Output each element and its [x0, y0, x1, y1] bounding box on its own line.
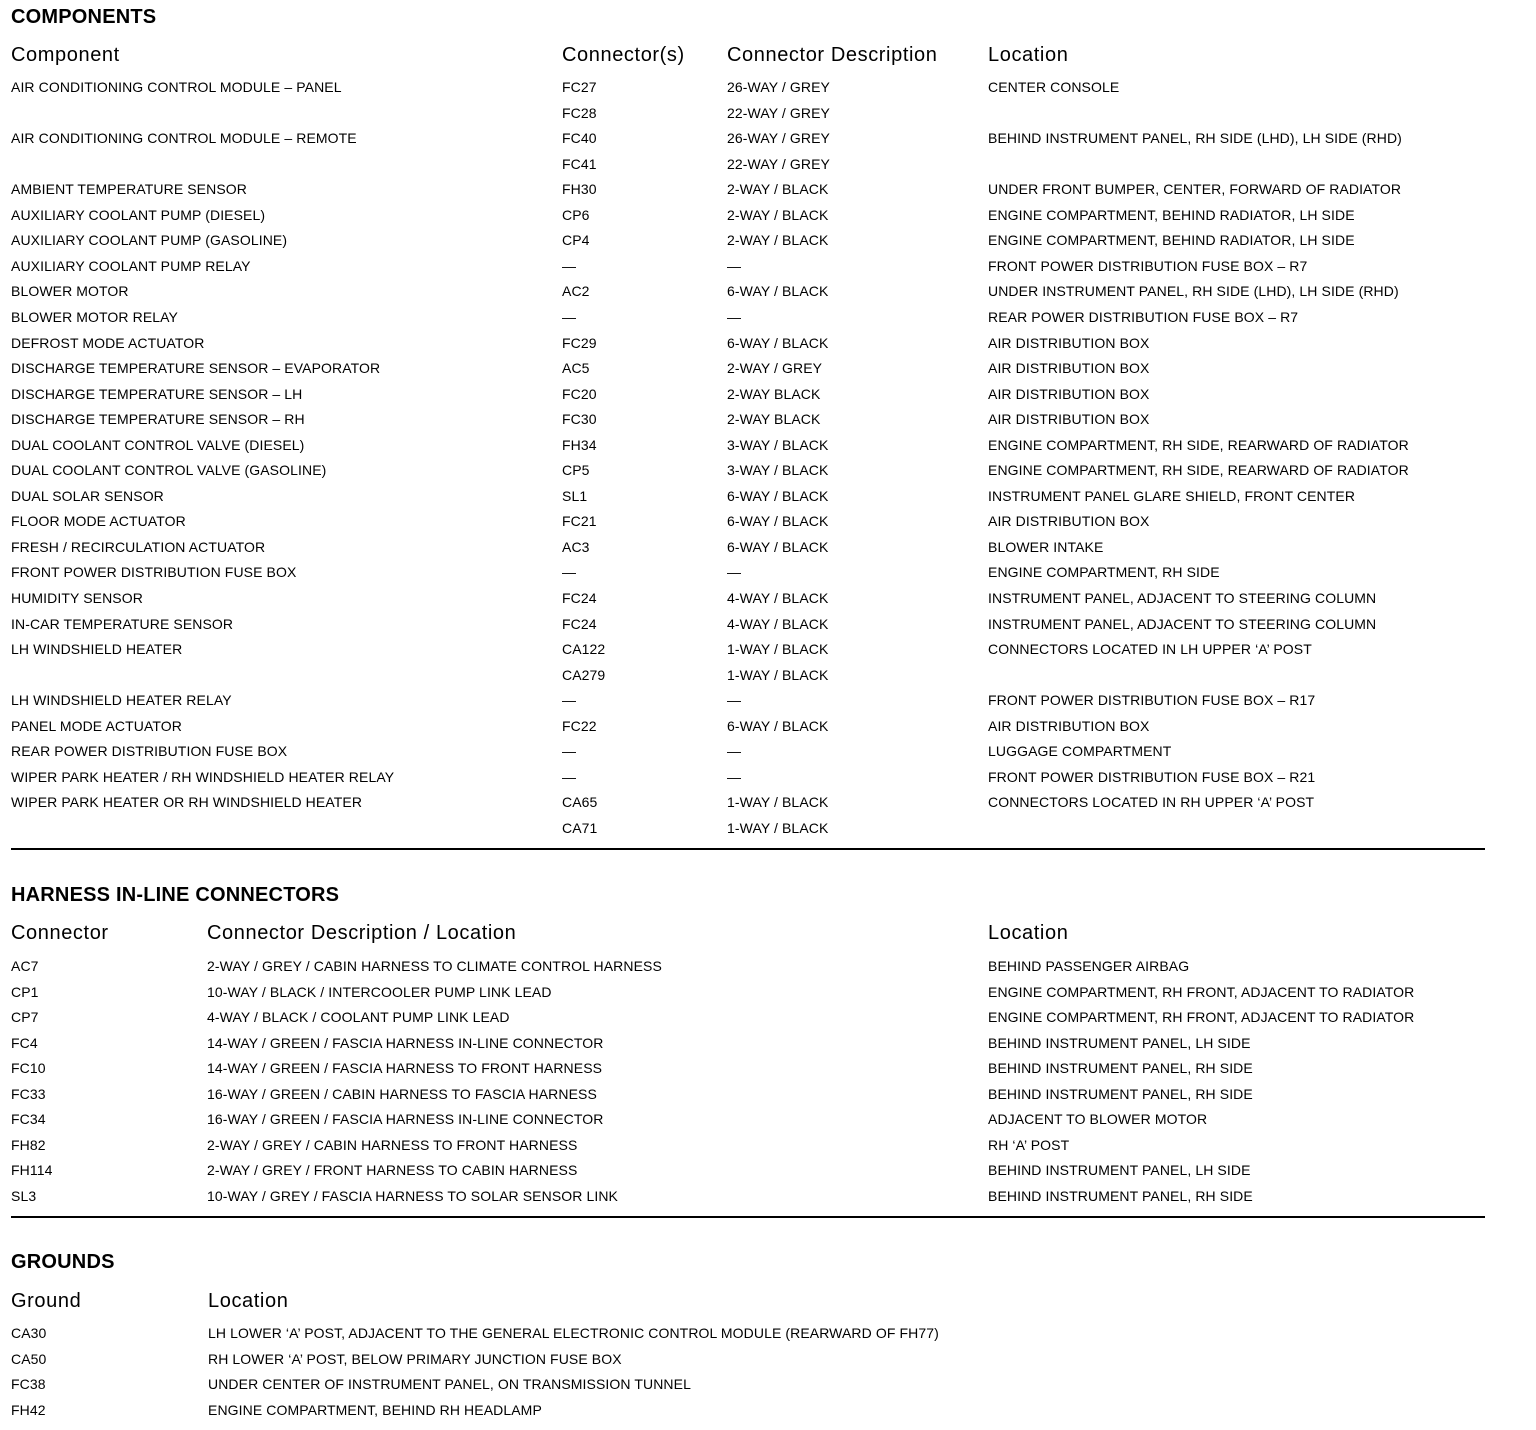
component-location: FRONT POWER DISTRIBUTION FUSE BOX – R17 [988, 692, 1316, 709]
component-name: AIR CONDITIONING CONTROL MODULE – REMOTE [11, 130, 357, 147]
component-location: REAR POWER DISTRIBUTION FUSE BOX – R7 [988, 308, 1299, 325]
component-name: WIPER PARK HEATER OR RH WINDSHIELD HEATER [11, 794, 363, 811]
component-location: FRONT POWER DISTRIBUTION FUSE BOX – R7 [988, 257, 1308, 274]
ground-location: LH LOWER ‘A’ POST, ADJACENT TO THE GENERAL ELECTRONIC CONTROL MODULE (REARWARD OF FH77) [208, 1325, 939, 1341]
connector-description: — [727, 743, 742, 760]
harness-header-location: Location [988, 922, 1069, 944]
table-row [11, 667, 1485, 692]
components-header-connectors: Connector(s) [562, 44, 685, 66]
table-row [11, 1402, 1485, 1427]
connector-id: AC7 [11, 958, 39, 974]
connector-location: BEHIND INSTRUMENT PANEL, LH SIDE [988, 1162, 1251, 1179]
connector-id: — [562, 564, 577, 581]
component-location: CONNECTORS LOCATED IN RH UPPER ‘A’ POST [988, 794, 1315, 811]
table-row [11, 232, 1485, 257]
connector-id: FC28 [562, 104, 597, 121]
table-row [11, 386, 1485, 411]
grounds-header-ground: Ground [11, 1290, 82, 1312]
connector-description: 2-WAY / GREY / FRONT HARNESS TO CABIN HARNESS [207, 1162, 578, 1179]
table-row [11, 309, 1485, 334]
table-row [11, 564, 1485, 589]
table-row [11, 1137, 1485, 1162]
component-name: DUAL SOLAR SENSOR [11, 487, 164, 504]
connector-description: — [727, 768, 742, 785]
connector-id: — [562, 743, 577, 760]
component-location: ENGINE COMPARTMENT, RH SIDE, REARWARD OF RADIATOR [988, 462, 1409, 479]
connector-description: 14-WAY / GREEN / FASCIA HARNESS IN-LINE CONNECTOR [207, 1034, 604, 1051]
table-row [11, 156, 1485, 181]
connector-description: 1-WAY / BLACK [727, 819, 829, 836]
connector-description: 16-WAY / GREEN / FASCIA HARNESS IN-LINE CONNECTOR [207, 1111, 604, 1128]
connector-description: 6-WAY / BLACK [727, 717, 829, 734]
connector-id: FH114 [11, 1162, 53, 1179]
component-name: DISCHARGE TEMPERATURE SENSOR – EVAPORATOR [11, 360, 381, 377]
connector-location: BEHIND INSTRUMENT PANEL, RH SIDE [988, 1060, 1253, 1077]
connector-description: 6-WAY / BLACK [727, 487, 829, 504]
ground-id: FC38 [11, 1376, 46, 1393]
connector-id: CA71 [562, 819, 598, 836]
components-header-component: Component [11, 44, 120, 66]
connector-description: 10-WAY / BLACK / INTERCOOLER PUMP LINK LEAD [207, 983, 552, 1000]
connector-id: FC22 [562, 717, 597, 734]
connector-description: 2-WAY / GREY / CABIN HARNESS TO FRONT HARNESS [207, 1136, 578, 1153]
component-name: WIPER PARK HEATER / RH WINDSHIELD HEATER RELAY [11, 768, 395, 785]
table-row [11, 1188, 1485, 1213]
component-name: AUXILIARY COOLANT PUMP (GASOLINE) [11, 232, 288, 249]
harness-header-description: Connector Description / Location [207, 922, 517, 944]
connector-id: FC30 [562, 411, 597, 428]
components-header-description: Connector Description [727, 44, 938, 66]
table-row [11, 207, 1485, 232]
connector-id: FC40 [562, 130, 597, 147]
connector-id: FC24 [562, 615, 597, 632]
table-row [11, 513, 1485, 538]
table-row [11, 1325, 1485, 1350]
component-name: BLOWER MOTOR RELAY [11, 308, 178, 325]
component-name: HUMIDITY SENSOR [11, 590, 143, 606]
component-name: FRONT POWER DISTRIBUTION FUSE BOX [11, 564, 297, 581]
table-row [11, 1060, 1485, 1085]
connector-description: 1-WAY / BLACK [727, 794, 829, 811]
connector-description: 6-WAY / BLACK [727, 538, 829, 555]
component-location: CENTER CONSOLE [988, 79, 1120, 95]
connector-description: 2-WAY BLACK [727, 411, 821, 428]
connector-description: — [727, 692, 742, 709]
connector-description: 26-WAY / GREY [727, 79, 830, 95]
table-row [11, 411, 1485, 436]
component-location: AIR DISTRIBUTION BOX [988, 385, 1150, 402]
table-row [11, 360, 1485, 385]
ground-location: RH LOWER ‘A’ POST, BELOW PRIMARY JUNCTION FUSE BOX [208, 1350, 622, 1367]
connector-id: FC20 [562, 385, 597, 402]
connector-description: 26-WAY / GREY [727, 130, 830, 147]
connector-description: 2-WAY / BLACK [727, 206, 829, 223]
component-location: ENGINE COMPARTMENT, BEHIND RADIATOR, LH SIDE [988, 206, 1355, 223]
table-row [11, 958, 1485, 983]
table-row [11, 488, 1485, 513]
ground-id: CA30 [11, 1325, 47, 1341]
connector-description: 2-WAY / GREY [727, 360, 823, 377]
component-name: REAR POWER DISTRIBUTION FUSE BOX [11, 743, 288, 760]
connector-id: AC5 [562, 360, 590, 377]
connector-id: — [562, 768, 577, 785]
component-location: FRONT POWER DISTRIBUTION FUSE BOX – R21 [988, 768, 1316, 785]
connector-id: CP6 [562, 206, 590, 223]
ground-location: ENGINE COMPARTMENT, BEHIND RH HEADLAMP [208, 1401, 542, 1418]
component-location: AIR DISTRIBUTION BOX [988, 717, 1150, 734]
table-row [11, 1351, 1485, 1376]
table-row [11, 820, 1485, 845]
connector-id: FC24 [562, 590, 597, 606]
table-row [11, 616, 1485, 641]
component-location: ENGINE COMPARTMENT, RH SIDE, REARWARD OF RADIATOR [988, 436, 1409, 453]
component-name: FRESH / RECIRCULATION ACTUATOR [11, 538, 266, 555]
connector-id: FC27 [562, 79, 597, 95]
component-name: AMBIENT TEMPERATURE SENSOR [11, 181, 247, 198]
ground-id: CA50 [11, 1350, 47, 1367]
component-name: IN-CAR TEMPERATURE SENSOR [11, 615, 234, 632]
table-row [11, 258, 1485, 283]
connector-id: SL1 [562, 487, 588, 504]
connector-id: CP7 [11, 1009, 39, 1026]
table-row [11, 692, 1485, 717]
component-name: DUAL COOLANT CONTROL VALVE (GASOLINE) [11, 462, 327, 479]
connector-location: ENGINE COMPARTMENT, RH FRONT, ADJACENT TO RADIATOR [988, 983, 1415, 1000]
table-row [11, 1035, 1485, 1060]
connector-description: 6-WAY / BLACK [727, 283, 829, 300]
connector-id: CA65 [562, 794, 598, 811]
table-row [11, 539, 1485, 564]
table-row [11, 1009, 1485, 1034]
connector-id: CP1 [11, 983, 39, 1000]
component-location: LUGGAGE COMPARTMENT [988, 743, 1172, 760]
component-name: FLOOR MODE ACTUATOR [11, 513, 186, 530]
component-name: AIR CONDITIONING CONTROL MODULE – PANEL [11, 79, 342, 95]
connector-description: 3-WAY / BLACK [727, 436, 829, 453]
component-name: AUXILIARY COOLANT PUMP RELAY [11, 257, 251, 274]
connector-id: FC41 [562, 155, 597, 172]
section-divider [11, 848, 1485, 850]
table-row [11, 1376, 1485, 1401]
connector-id: FC29 [562, 334, 597, 351]
component-name: LH WINDSHIELD HEATER [11, 641, 183, 658]
connector-id: SL3 [11, 1187, 37, 1204]
connector-id: CA122 [562, 641, 606, 658]
connector-id: — [562, 308, 577, 325]
grounds-title: GROUNDS [11, 1251, 115, 1273]
connector-id: FH34 [562, 436, 597, 453]
connector-id: FC10 [11, 1060, 46, 1077]
connector-description: 4-WAY / BLACK / COOLANT PUMP LINK LEAD [207, 1009, 510, 1026]
table-row [11, 462, 1485, 487]
component-name: DEFROST MODE ACTUATOR [11, 334, 205, 351]
component-name: BLOWER MOTOR [11, 283, 129, 300]
section-divider [11, 1216, 1485, 1218]
component-location: BEHIND INSTRUMENT PANEL, RH SIDE (LHD), LH SIDE (RHD) [988, 130, 1402, 147]
component-location: AIR DISTRIBUTION BOX [988, 360, 1150, 377]
component-location: ENGINE COMPARTMENT, BEHIND RADIATOR, LH SIDE [988, 232, 1355, 249]
component-name: PANEL MODE ACTUATOR [11, 717, 182, 734]
component-location: UNDER INSTRUMENT PANEL, RH SIDE (LHD), LH SIDE (RHD) [988, 283, 1399, 300]
component-location: AIR DISTRIBUTION BOX [988, 334, 1150, 351]
component-location: AIR DISTRIBUTION BOX [988, 411, 1150, 428]
connector-description: 6-WAY / BLACK [727, 334, 829, 351]
component-name: DISCHARGE TEMPERATURE SENSOR – RH [11, 411, 305, 428]
connector-location: RH ‘A’ POST [988, 1136, 1070, 1153]
connector-location: BEHIND INSTRUMENT PANEL, RH SIDE [988, 1187, 1253, 1204]
connector-id: FC21 [562, 513, 597, 530]
connector-id: FC4 [11, 1034, 38, 1051]
table-row [11, 984, 1485, 1009]
table-row [11, 590, 1485, 615]
components-title: COMPONENTS [11, 6, 157, 28]
table-row [11, 769, 1485, 794]
connector-location: BEHIND INSTRUMENT PANEL, RH SIDE [988, 1085, 1253, 1102]
component-name: DISCHARGE TEMPERATURE SENSOR – LH [11, 385, 303, 402]
connector-id: AC3 [562, 538, 590, 555]
table-row [11, 743, 1485, 768]
connector-location: ADJACENT TO BLOWER MOTOR [988, 1111, 1208, 1128]
connector-location: BEHIND INSTRUMENT PANEL, LH SIDE [988, 1034, 1251, 1051]
grounds-header-location: Location [208, 1290, 289, 1312]
table-row [11, 105, 1485, 130]
connector-id: — [562, 692, 577, 709]
connector-id: CP4 [562, 232, 590, 249]
connector-id: — [562, 257, 577, 274]
connector-id: FH82 [11, 1136, 46, 1153]
component-name: DUAL COOLANT CONTROL VALVE (DIESEL) [11, 436, 305, 453]
component-location: INSTRUMENT PANEL GLARE SHIELD, FRONT CENTER [988, 487, 1356, 504]
connector-description: 14-WAY / GREEN / FASCIA HARNESS TO FRONT HARNESS [207, 1060, 603, 1077]
connector-description: 2-WAY / BLACK [727, 232, 829, 249]
connector-description: 2-WAY / GREY / CABIN HARNESS TO CLIMATE CONTROL HARNESS [207, 958, 662, 974]
component-name: AUXILIARY COOLANT PUMP (DIESEL) [11, 206, 266, 223]
component-location: INSTRUMENT PANEL, ADJACENT TO STEERING COLUMN [988, 590, 1377, 606]
connector-description: 4-WAY / BLACK [727, 590, 829, 606]
connector-description: 1-WAY / BLACK [727, 666, 829, 683]
connector-description: 22-WAY / GREY [727, 155, 830, 172]
component-location: INSTRUMENT PANEL, ADJACENT TO STEERING COLUMN [988, 615, 1377, 632]
table-row [11, 1162, 1485, 1187]
connector-description: — [727, 257, 742, 274]
component-name: LH WINDSHIELD HEATER RELAY [11, 692, 232, 709]
harness-header-connector: Connector [11, 922, 109, 944]
table-row [11, 1086, 1485, 1111]
connector-description: 16-WAY / GREEN / CABIN HARNESS TO FASCIA HARNESS [207, 1085, 597, 1102]
connector-id: CA279 [562, 666, 606, 683]
connector-description: 1-WAY / BLACK [727, 641, 829, 658]
connector-description: — [727, 308, 742, 325]
table-row [11, 79, 1485, 104]
ground-id: FH42 [11, 1401, 46, 1418]
component-location: CONNECTORS LOCATED IN LH UPPER ‘A’ POST [988, 641, 1312, 658]
connector-id: FC33 [11, 1085, 46, 1102]
component-location: UNDER FRONT BUMPER, CENTER, FORWARD OF RADIATOR [988, 181, 1402, 198]
connector-description: 3-WAY / BLACK [727, 462, 829, 479]
table-row [11, 718, 1485, 743]
table-row [11, 437, 1485, 462]
connector-description: 2-WAY BLACK [727, 385, 821, 402]
connector-description: — [727, 564, 742, 581]
connector-location: ENGINE COMPARTMENT, RH FRONT, ADJACENT TO RADIATOR [988, 1009, 1415, 1026]
table-row [11, 1111, 1485, 1136]
connector-description: 2-WAY / BLACK [727, 181, 829, 198]
table-row [11, 130, 1485, 155]
connector-id: FH30 [562, 181, 597, 198]
component-location: AIR DISTRIBUTION BOX [988, 513, 1150, 530]
table-row [11, 641, 1485, 666]
harness-title: HARNESS IN-LINE CONNECTORS [11, 884, 340, 906]
connector-description: 22-WAY / GREY [727, 104, 830, 121]
connector-id: CP5 [562, 462, 590, 479]
connector-id: FC34 [11, 1111, 46, 1128]
connector-description: 10-WAY / GREY / FASCIA HARNESS TO SOLAR SENSOR LINK [207, 1187, 618, 1204]
component-location: ENGINE COMPARTMENT, RH SIDE [988, 564, 1220, 581]
table-row [11, 181, 1485, 206]
ground-location: UNDER CENTER OF INSTRUMENT PANEL, ON TRANSMISSION TUNNEL [208, 1376, 691, 1393]
connector-description: 4-WAY / BLACK [727, 615, 829, 632]
connector-location: BEHIND PASSENGER AIRBAG [988, 958, 1190, 974]
table-row [11, 794, 1485, 819]
table-row [11, 283, 1485, 308]
connector-id: AC2 [562, 283, 590, 300]
components-header-location: Location [988, 44, 1069, 66]
connector-description: 6-WAY / BLACK [727, 513, 829, 530]
component-location: BLOWER INTAKE [988, 538, 1104, 555]
table-row [11, 335, 1485, 360]
